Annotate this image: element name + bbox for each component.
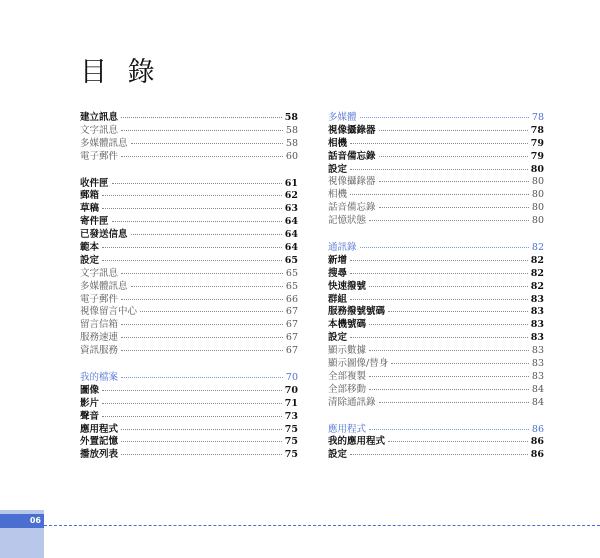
toc-entry-label: 顯示數據	[328, 345, 367, 357]
toc-entry-label: 記憶狀態	[328, 215, 367, 227]
toc-page-number: 67	[285, 319, 298, 331]
toc-page-number: 86	[530, 449, 544, 461]
dot-leader	[121, 130, 283, 131]
dot-leader	[369, 286, 528, 287]
toc-entry[interactable]	[328, 268, 544, 281]
toc-entry[interactable]	[80, 190, 298, 203]
toc-page-number: 73	[284, 410, 298, 422]
toc-entry[interactable]	[80, 281, 298, 294]
toc-entry-label: 設定	[328, 449, 348, 461]
dot-leader	[388, 441, 528, 442]
toc-entry-label: 多媒體訊息	[80, 137, 128, 149]
footer-dashed-divider	[44, 525, 600, 526]
dot-leader	[102, 208, 282, 209]
toc-page-number: 75	[284, 423, 298, 435]
toc-section-heading[interactable]	[328, 242, 544, 255]
toc-entry-label: 設定	[80, 254, 100, 266]
toc-page-number: 65	[285, 267, 298, 279]
toc-entry-label: 外置記憶	[80, 436, 119, 448]
toc-entry-label: 全部移動	[328, 383, 367, 395]
toc-page-number: 86	[530, 436, 544, 448]
dot-leader	[369, 350, 529, 351]
dot-leader	[350, 273, 528, 274]
toc-entry-label: 我的應用程式	[328, 436, 386, 448]
toc-entry[interactable]	[328, 449, 544, 462]
dot-leader	[121, 273, 283, 274]
dot-leader	[102, 390, 282, 391]
toc-entry-label: 顯示圖像/替身	[328, 358, 389, 370]
toc-page-number: 83	[530, 306, 544, 318]
toc-page-number: 83	[531, 345, 544, 357]
dot-leader	[360, 117, 529, 118]
dot-leader	[369, 376, 529, 377]
dot-leader	[369, 324, 528, 325]
toc-page-number: 67	[285, 345, 298, 357]
toc-page-number: 58	[284, 112, 298, 123]
toc-page-number: 65	[285, 280, 298, 292]
toc-left-column	[80, 112, 298, 476]
dot-leader	[121, 299, 283, 300]
toc-entry[interactable]	[80, 125, 298, 138]
toc-entry[interactable]	[328, 138, 544, 151]
toc-entry[interactable]	[80, 424, 298, 437]
toc-entry[interactable]	[328, 345, 544, 358]
toc-entry[interactable]	[80, 216, 298, 229]
toc-page-number: 64	[284, 216, 298, 228]
toc-page-number: 70	[284, 384, 298, 396]
toc-entry[interactable]	[328, 281, 544, 294]
toc-page-number: 67	[285, 306, 298, 318]
toc-entry[interactable]	[328, 255, 544, 268]
dot-leader	[102, 403, 282, 404]
toc-page-number: 78	[530, 124, 544, 136]
toc-entry[interactable]	[328, 125, 544, 138]
toc-entry-label: 文字訊息	[80, 124, 119, 136]
toc-page-number: 80	[531, 202, 544, 214]
dot-leader	[131, 234, 282, 235]
toc-entry[interactable]	[328, 397, 544, 410]
dot-leader	[140, 311, 283, 312]
toc-entry-label: 快速撥號	[328, 280, 367, 292]
toc-entry-label: 視像留言中心	[80, 306, 138, 318]
dot-leader	[350, 299, 528, 300]
toc-entry-label: 服務速連	[80, 332, 119, 344]
toc-entry-label: 我的檔案	[80, 372, 119, 384]
toc-entry-label: 設定	[328, 332, 348, 344]
dot-leader	[121, 377, 283, 378]
toc-page-number: 64	[284, 242, 298, 254]
dot-leader	[121, 337, 283, 338]
toc-page-number: 79	[530, 137, 544, 149]
page-number: 06	[0, 514, 44, 528]
dot-leader	[121, 429, 282, 430]
dot-leader	[131, 143, 283, 144]
toc-page-number: 80	[531, 215, 544, 227]
toc-entry[interactable]	[328, 319, 544, 332]
toc-entry[interactable]	[80, 294, 298, 307]
toc-entry[interactable]	[80, 385, 298, 398]
toc-entry-label: 本機號碼	[328, 319, 367, 331]
toc-page-number: 82	[531, 242, 544, 254]
toc-entry-label: 資訊服務	[80, 345, 119, 357]
toc-entry-label: 話音備忘錄	[328, 202, 376, 214]
dot-leader	[102, 260, 282, 261]
toc-page-number: 79	[530, 150, 544, 162]
toc-group	[328, 112, 544, 228]
toc-page-number: 70	[285, 372, 298, 384]
dot-leader	[369, 429, 529, 430]
toc-entry-label: 收件匣	[80, 177, 109, 189]
dot-leader	[112, 183, 282, 184]
toc-section-heading[interactable]	[328, 112, 544, 125]
toc-section-heading[interactable]	[80, 372, 298, 385]
dot-leader	[102, 195, 282, 196]
toc-entry-label: 設定	[328, 163, 348, 175]
toc-entry[interactable]	[328, 306, 544, 319]
toc-entry-label: 已發送信息	[80, 229, 128, 241]
dot-leader	[350, 143, 528, 144]
toc-entry[interactable]	[80, 229, 298, 242]
dot-leader	[121, 156, 283, 157]
toc-entry-label: 聲音	[80, 410, 100, 422]
toc-entry[interactable]	[80, 138, 298, 151]
dot-leader	[121, 454, 282, 455]
dot-leader	[121, 350, 283, 351]
dot-leader	[379, 402, 529, 403]
dot-leader	[350, 337, 528, 338]
toc-entry[interactable]	[80, 203, 298, 216]
dot-leader	[369, 389, 529, 390]
toc-entry[interactable]	[80, 436, 298, 449]
dot-leader	[388, 311, 528, 312]
toc-entry-label: 視像攝錄器	[328, 124, 376, 136]
toc-page-number: 64	[284, 229, 298, 241]
toc-entry[interactable]	[80, 255, 298, 268]
toc-group	[80, 112, 298, 164]
toc-entry-label: 多媒體訊息	[80, 280, 128, 292]
toc-entry[interactable]	[80, 449, 298, 462]
toc-page-number: 83	[530, 293, 544, 305]
toc-page-number: 60	[285, 150, 298, 162]
toc-page-number: 58	[285, 124, 298, 136]
toc-entry-label: 搜尋	[328, 267, 348, 279]
toc-entry-label: 寄件匣	[80, 216, 109, 228]
toc-page-number: 63	[284, 203, 298, 215]
toc-entry-label: 文字訊息	[80, 267, 119, 279]
dot-leader	[350, 260, 528, 261]
toc-section-heading[interactable]	[328, 424, 544, 437]
dot-leader	[379, 207, 529, 208]
dot-leader	[350, 169, 528, 170]
dot-leader	[121, 117, 282, 118]
toc-entry[interactable]	[80, 345, 298, 358]
toc-entry[interactable]	[328, 215, 544, 228]
toc-entry-label: 相機	[328, 137, 348, 149]
toc-entry-label: 視像攝錄器	[328, 176, 376, 188]
toc-entry-label: 多媒體	[328, 112, 357, 123]
toc-entry[interactable]	[328, 164, 544, 177]
page-title: 目 錄	[80, 57, 161, 88]
dot-leader	[350, 194, 529, 195]
toc-page-number: 75	[284, 449, 298, 461]
toc-page-number: 80	[531, 176, 544, 188]
toc-entry[interactable]	[80, 319, 298, 332]
toc-entry[interactable]	[328, 436, 544, 449]
toc-entry-label: 相機	[328, 189, 348, 201]
toc-entry[interactable]	[80, 306, 298, 319]
toc-entry[interactable]	[328, 176, 544, 189]
toc-page-number: 80	[530, 163, 544, 175]
dot-leader	[391, 363, 529, 364]
toc-entry[interactable]	[80, 112, 298, 125]
toc-entry[interactable]	[80, 178, 298, 191]
toc-page-number: 71	[284, 397, 298, 409]
toc-right-column	[328, 112, 544, 476]
toc-entry-label: 新增	[328, 254, 348, 266]
dot-leader	[112, 221, 282, 222]
dot-leader	[102, 247, 282, 248]
toc-entry-label: 郵箱	[80, 190, 100, 202]
toc-entry[interactable]	[328, 332, 544, 345]
dot-leader	[131, 286, 283, 287]
toc-entry[interactable]	[328, 151, 544, 164]
toc-group	[328, 242, 544, 410]
toc-entry-label: 電子郵件	[80, 150, 119, 162]
toc-entry-label: 服務撥號號碼	[328, 306, 386, 318]
dot-leader	[369, 220, 529, 221]
toc-entry-label: 應用程式	[328, 423, 367, 435]
toc-page-number: 83	[531, 370, 544, 382]
toc-page-number: 80	[531, 189, 544, 201]
dot-leader	[102, 416, 282, 417]
toc-page-number: 83	[530, 319, 544, 331]
toc-entry[interactable]	[328, 294, 544, 307]
dot-leader	[379, 181, 529, 182]
toc-page-number: 84	[531, 396, 544, 408]
toc-page-number: 78	[531, 112, 544, 123]
toc-entry-label: 草稿	[80, 203, 100, 215]
toc-page-number: 61	[284, 177, 298, 189]
toc-page-number: 67	[285, 332, 298, 344]
toc-entry-label: 應用程式	[80, 423, 119, 435]
toc-entry[interactable]	[80, 151, 298, 164]
dot-leader	[121, 324, 283, 325]
toc-entry-label: 播放列表	[80, 449, 119, 461]
toc-entry[interactable]	[80, 268, 298, 281]
toc-page-number: 82	[530, 254, 544, 266]
toc-entry-label: 電子郵件	[80, 293, 119, 305]
toc-page-number: 58	[285, 137, 298, 149]
toc-entry-label: 全部複製	[328, 370, 367, 382]
dot-leader	[360, 247, 529, 248]
dot-leader	[121, 441, 282, 442]
toc-entry[interactable]	[328, 371, 544, 384]
dot-leader	[350, 454, 528, 455]
toc-page-number: 62	[284, 190, 298, 202]
toc-group	[80, 372, 298, 462]
toc-entry-label: 清除通訊錄	[328, 396, 376, 408]
toc-entry[interactable]	[328, 384, 544, 397]
dot-leader	[379, 130, 528, 131]
toc-entry-label: 建立訊息	[80, 112, 119, 123]
toc-page-number: 66	[285, 293, 298, 305]
toc-entry[interactable]	[80, 411, 298, 424]
toc-entry-label: 群組	[328, 293, 348, 305]
toc-page-number: 75	[284, 436, 298, 448]
toc-entry-label: 圖像	[80, 384, 100, 396]
toc-entry-label: 範本	[80, 242, 100, 254]
toc-entry[interactable]	[328, 189, 544, 202]
toc-entry-label: 影片	[80, 397, 100, 409]
toc-entry[interactable]	[80, 398, 298, 411]
toc-entry-label: 通訊錄	[328, 242, 357, 254]
toc-page-number: 82	[530, 280, 544, 292]
toc-entry[interactable]	[328, 202, 544, 215]
toc-entry[interactable]	[80, 332, 298, 345]
toc-group	[80, 178, 298, 358]
toc-entry-label: 留言信箱	[80, 319, 119, 331]
toc-entry[interactable]	[80, 242, 298, 255]
toc-page-number: 86	[531, 423, 544, 435]
toc-entry[interactable]	[328, 358, 544, 371]
dot-leader	[379, 156, 528, 157]
toc-page-number: 83	[530, 332, 544, 344]
toc-group	[328, 424, 544, 463]
toc-page-number: 84	[531, 383, 544, 395]
toc-entry-label: 話音備忘錄	[328, 150, 376, 162]
toc-page-number: 65	[284, 254, 298, 266]
toc-page-number: 82	[530, 267, 544, 279]
toc-page-number: 83	[531, 358, 544, 370]
